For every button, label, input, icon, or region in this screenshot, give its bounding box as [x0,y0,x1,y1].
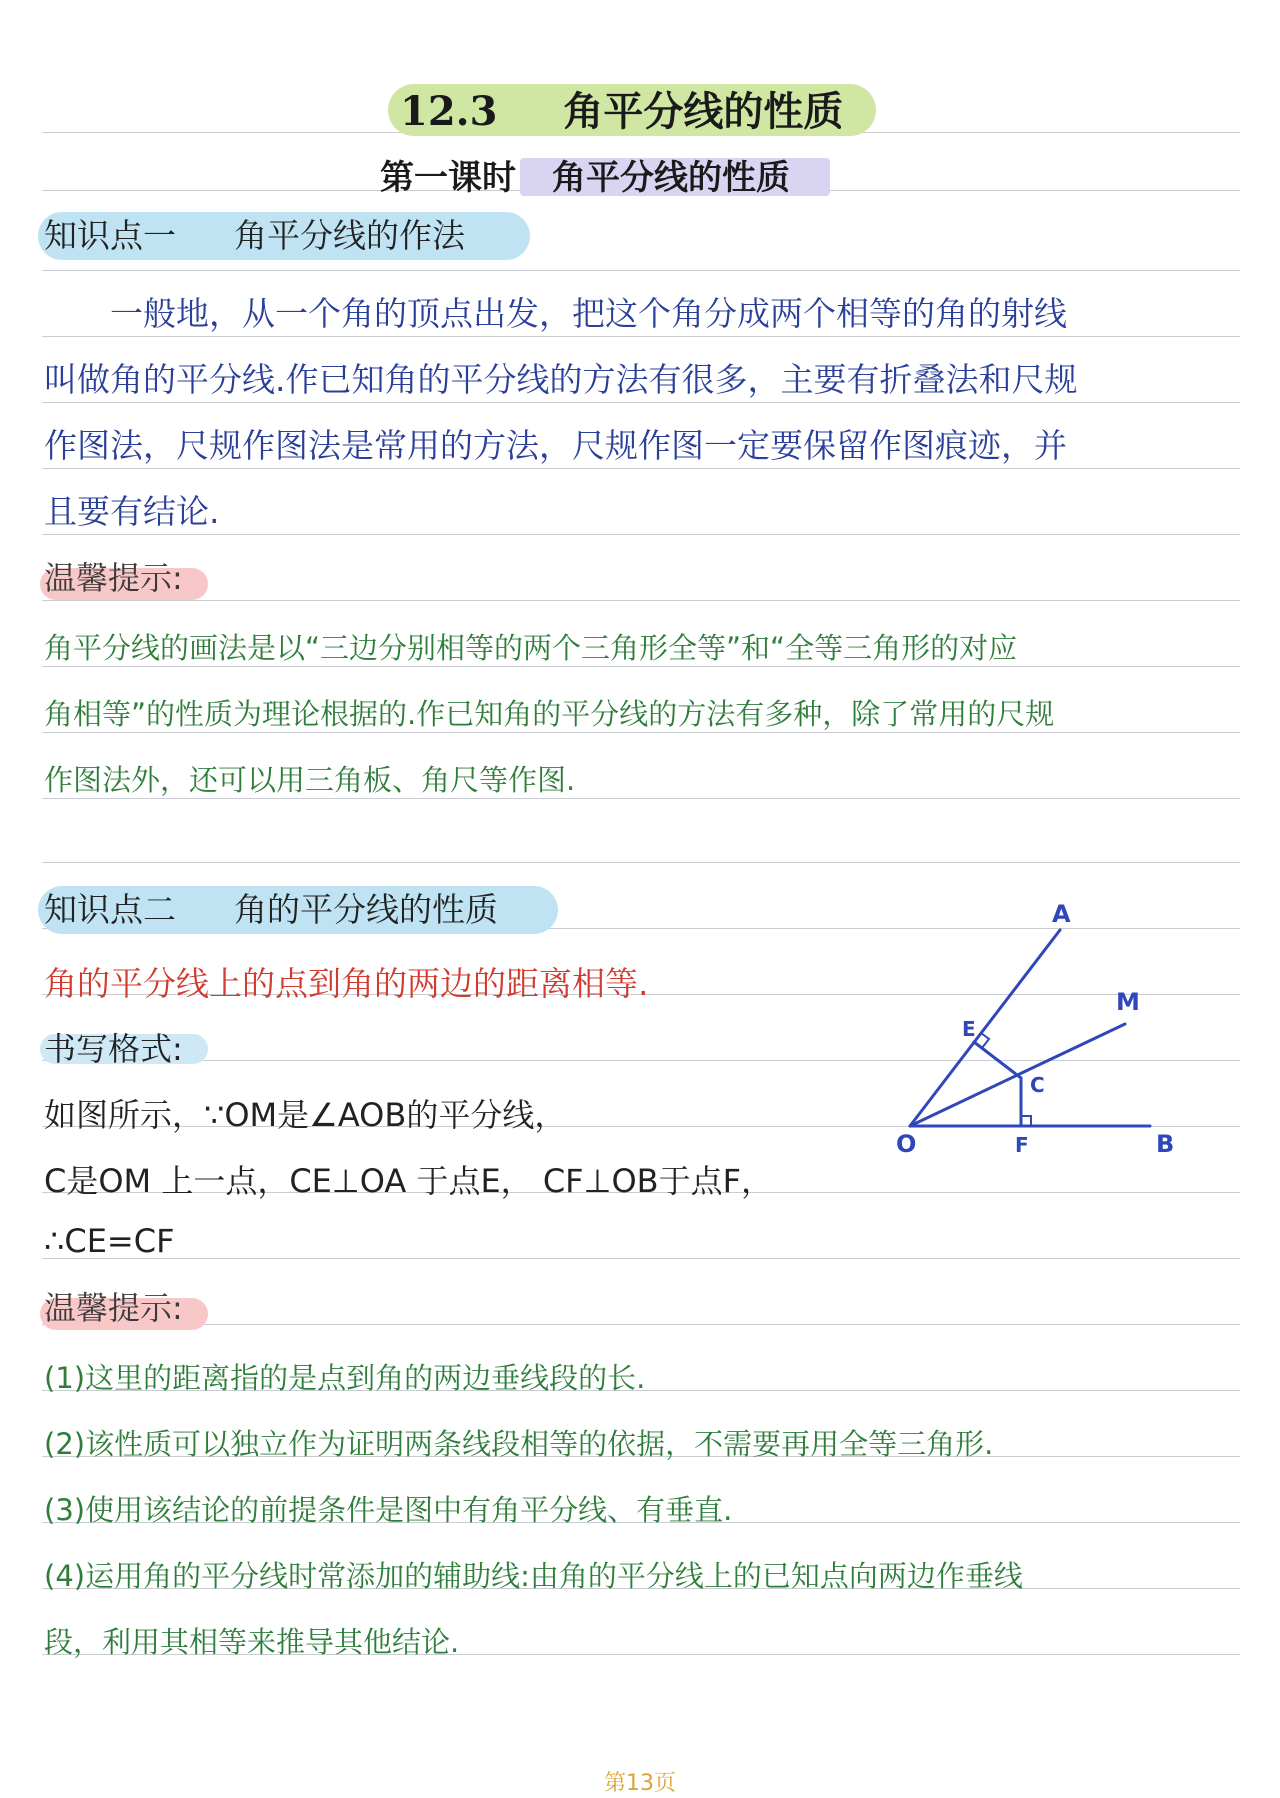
section2-heading [44,886,498,934]
section2-tip-line: (1)这里的距离指的是点到角的两边垂线段的长. [44,1361,646,1395]
section1-heading [44,212,465,260]
rule-line [42,468,1240,469]
rule-line [42,270,1240,271]
section2-title: 角的平分线的性质 [234,890,498,929]
section2-tip-line: (3)使用该结论的前提条件是图中有角平分线、有垂直. [44,1493,733,1527]
section1-title: 角平分线的作法 [234,216,465,255]
page-number: 第13页 [604,1771,676,1796]
title-text: 角平分线的性质 [563,88,844,135]
lesson-label: 第一课时 [380,158,516,198]
rule-line [42,600,1240,601]
subtitle-text: 角平分线的性质 [552,158,790,198]
section2-tip-line: (4)运用角的平分线时常添加的辅助线:由角的平分线上的已知点向两边作垂线 [44,1559,1023,1593]
section1-tip-line: 角平分线的画法是以“三边分别相等的两个三角形全等”和“全等三角形的对应 [44,631,1018,665]
section1-paragraph-line: 作图法，尺规作图法是常用的方法，尺规作图一定要保留作图痕迹，并 [44,426,1067,465]
section1-paragraph-line: 一般地，从一个角的顶点出发，把这个角分成两个相等的角的射线 [110,294,1067,333]
section1-tip-line: 作图法外，还可以用三角板、角尺等作图. [44,763,576,797]
rule-line [42,1258,1240,1259]
section2-tip-line: 段，利用其相等来推导其他结论. [44,1625,460,1659]
rule-line [42,862,1240,863]
label-M: M [1116,988,1140,1016]
label-C: C [1030,1073,1045,1097]
proof-line: ∴CE=CF [44,1222,175,1260]
rule-line [42,1324,1240,1325]
page-subtitle [380,156,790,200]
section2-code: 知识点二 [44,890,176,929]
proof-line: C是OM 上一点，CE⊥OA 于点E， CF⊥OB于点F， [44,1162,774,1200]
theorem-statement: 角的平分线上的点到角的两边的距离相等. [44,964,649,1003]
title-number: 12.3 [400,88,498,135]
segment-CE [974,1042,1021,1078]
section1-tip-line: 角相等”的性质为理论根据的.作已知角的平分线的方法有多种，除了常用的尺规 [44,697,1055,731]
page-title [400,86,843,138]
rule-line [42,534,1240,535]
section2-tip-label: 温馨提示: [44,1289,183,1327]
label-A: A [1052,900,1071,928]
label-E: E [962,1017,976,1041]
section1-paragraph-line: 且要有结论. [44,492,220,531]
rule-line [42,402,1240,403]
section2-tip-line: (2)该性质可以独立作为证明两条线段相等的依据，不需要再用全等三角形. [44,1427,994,1461]
section1-paragraph-line: 叫做角的平分线.作已知角的平分线的方法有很多，主要有折叠法和尺规 [44,360,1078,399]
format-label: 书写格式: [44,1030,183,1068]
label-F: F [1015,1133,1029,1157]
right-angle-mark-E [981,1033,989,1048]
section1-code: 知识点一 [44,216,176,255]
proof-line: 如图所示，∵OM是∠AOB的平分线， [44,1096,567,1134]
label-B: B [1156,1130,1175,1158]
label-O: O [896,1130,917,1158]
rule-line [42,336,1240,337]
section1-tip-label: 温馨提示: [44,559,183,597]
angle-bisector-figure [880,890,1200,1170]
